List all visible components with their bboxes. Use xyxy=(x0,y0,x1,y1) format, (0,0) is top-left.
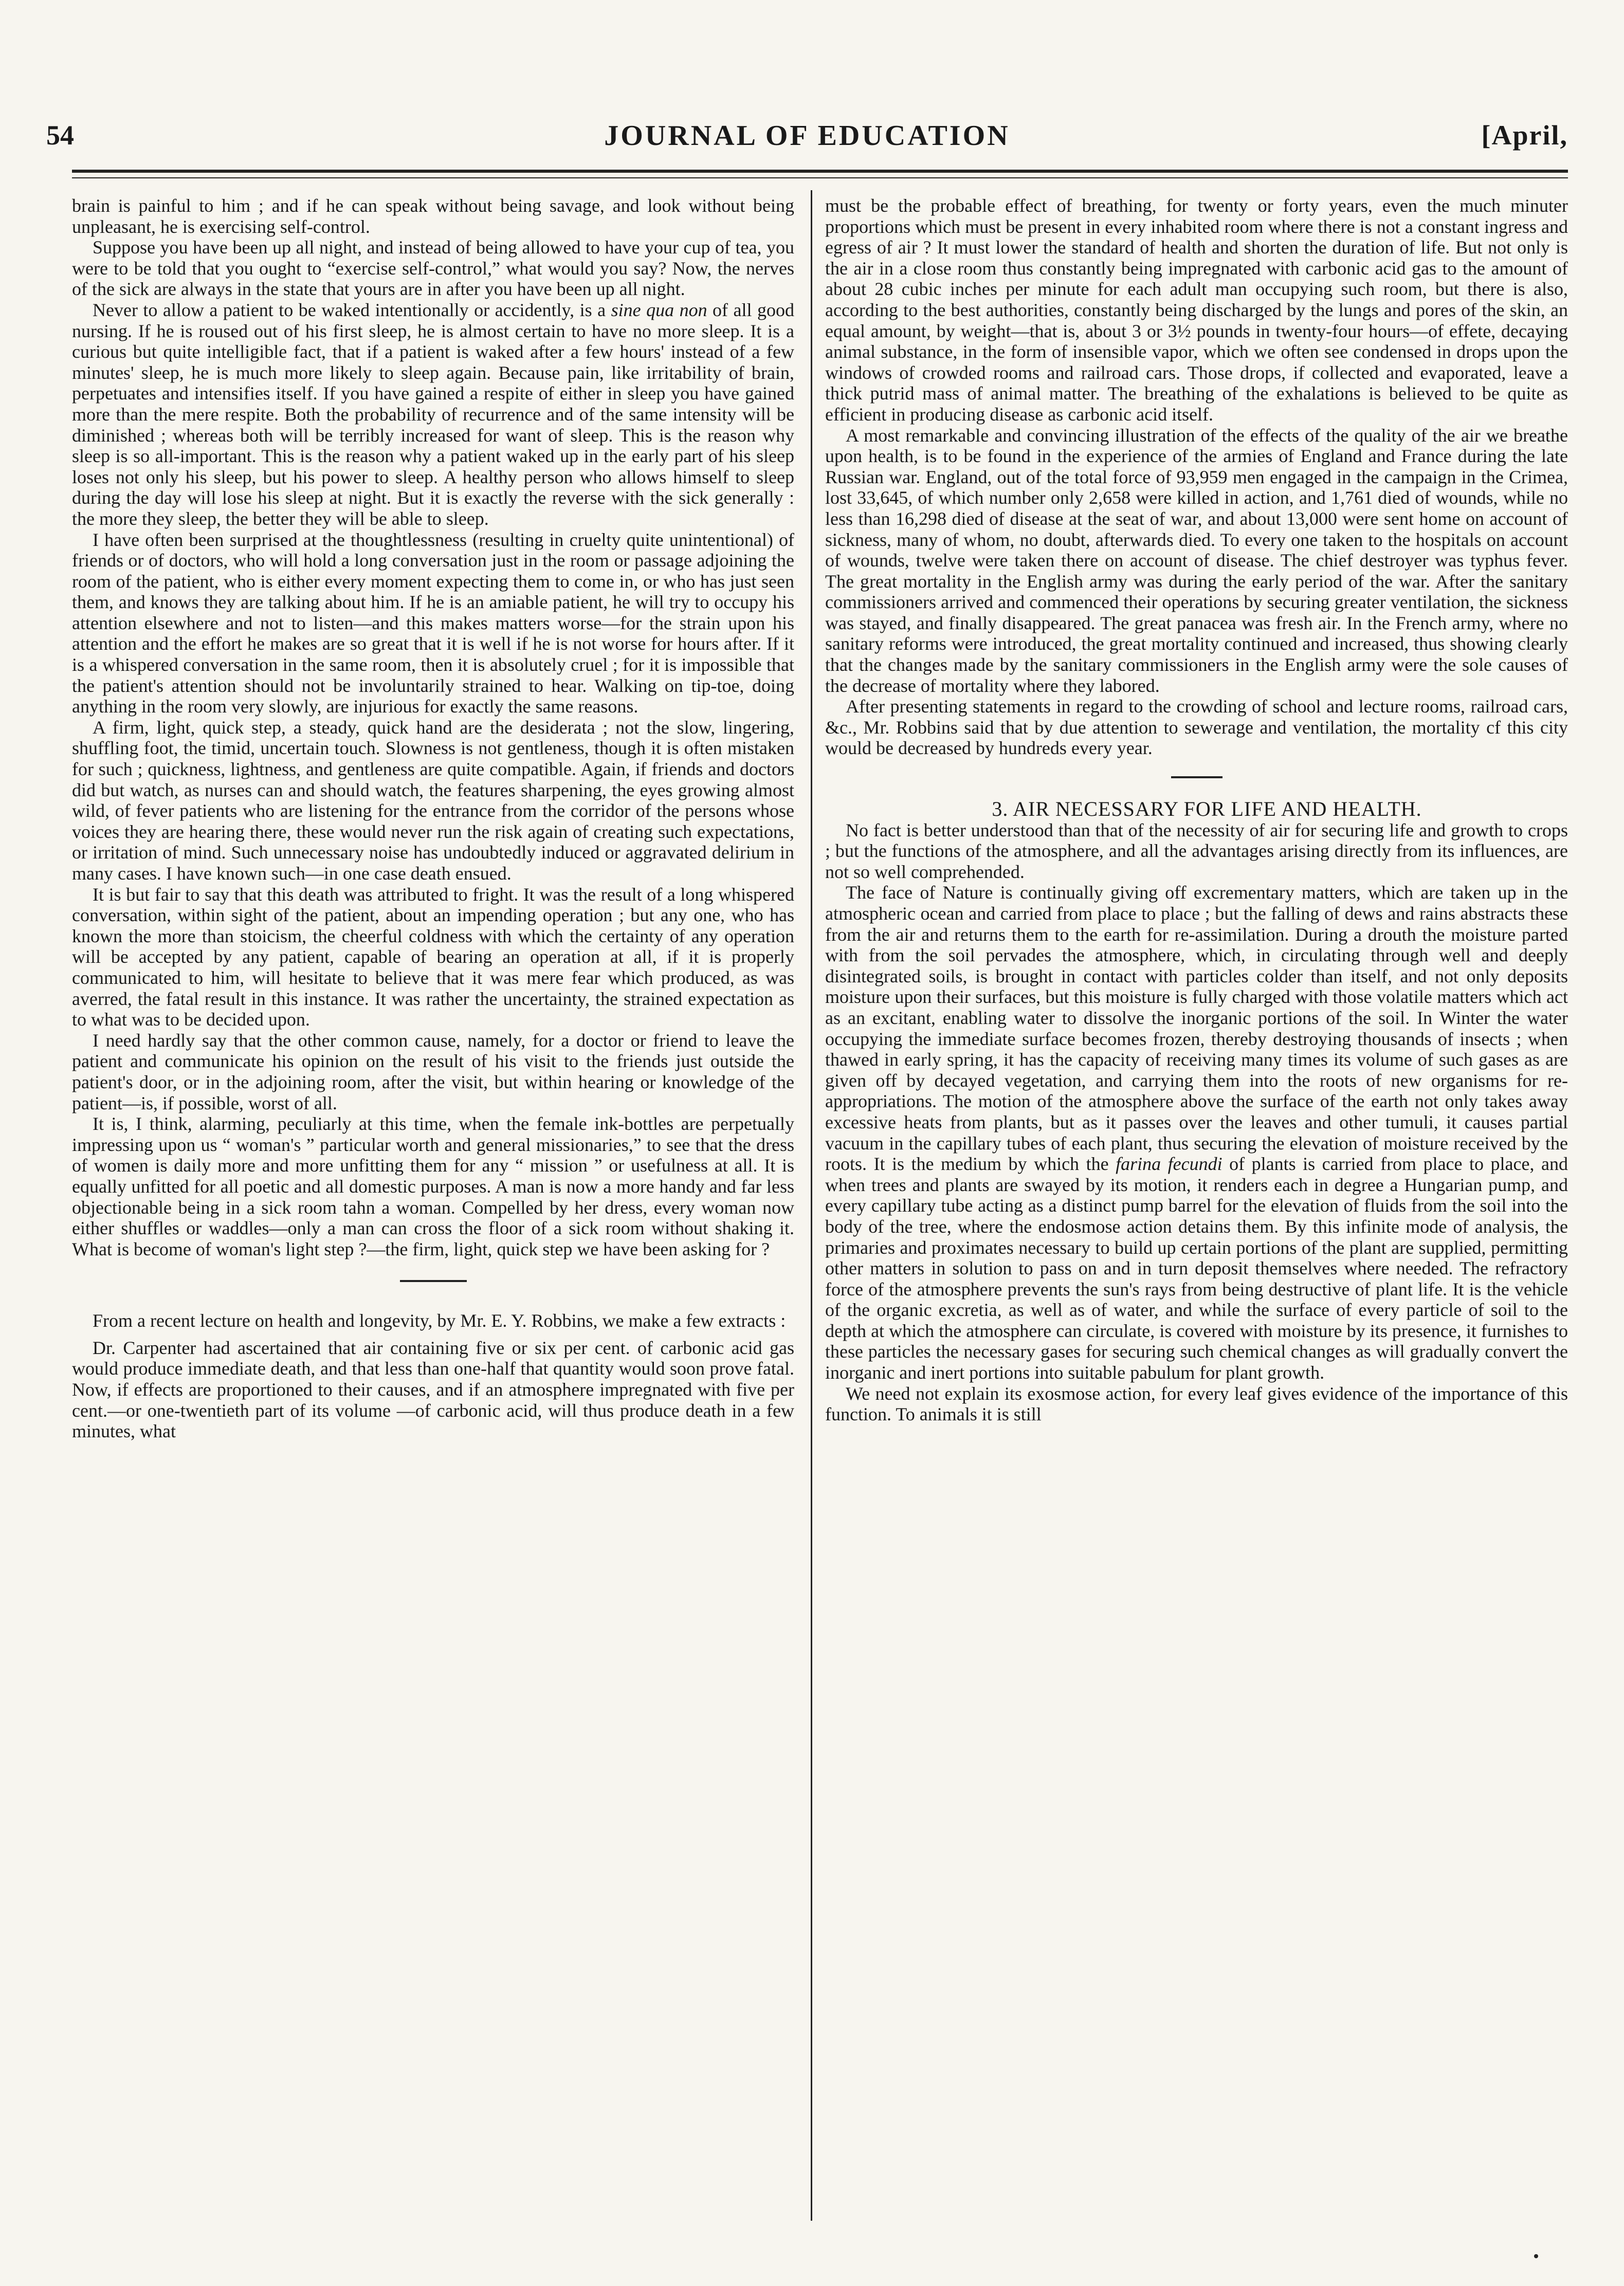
column-divider xyxy=(811,190,812,2221)
paragraph: I have often been surprised at the thoughtlessness (resulting in cruelty quite unintentional) of friends or of doctors, who will hold a long conversation just in the room or passage adjoining the room of the patient, who is either every moment expecting them to come in, or who has just seen them, and knows they are talking about him. If he is an amiable patient, he will try to occupy his attention elsewhere and not to listen—and this makes matters worse—for the strain upon his attention and the effort he makes are so great that it is well if he is not worse for hours after. If it is a whispered conversation in the same room, then it is absolutely cruel ; for it is impossible that the patient's attention should not be involuntarily strained to hear. Walking on tip-toe, doing anything in the room very slowly, are injurious for exactly the same reasons. xyxy=(72,529,794,717)
italic-phrase: sine qua non xyxy=(611,299,707,320)
paragraph: We need not explain its exosmose action, for every leaf gives evidence of the importance of this function. To animals it is still xyxy=(825,1383,1568,1425)
running-title: JOURNAL OF EDUCATION xyxy=(604,120,1010,152)
header-rule-thin xyxy=(72,177,1568,178)
page-number: 54 xyxy=(46,120,74,151)
italic-phrase: farina fecundi xyxy=(1116,1154,1222,1175)
print-mark xyxy=(1534,2254,1538,2258)
paragraph: Never to allow a patient to be waked intentionally or accidently, is a sine qua non of all good nursing. If he is roused out of his first sleep, he is almost certain to have no more sleep. It is a curious but quite intelligible fact, that if a patient is waked after a few hours' instead of a few minutes' sleep, he is much more likely to sleep again. Because pain, like irritability of brain, perpetuates and intensifies itself. If you have gained a respite of either in sleep you have gained more than the mere respite. Both the probability of recurrence and of the same intensity will be diminished ; whereas both will be terribly increased for want of sleep. This is the reason why sleep is so all-important. This is the reason why a patient waked up in the early part of his sleep loses not only his sleep, but his power to sleep. A healthy person who allows himself to sleep during the day will lose his sleep at night. But it is exactly the reverse with the sick generally : the more they sleep, the better they will be able to sleep. xyxy=(72,299,794,529)
section-separator xyxy=(1171,776,1222,778)
right-column xyxy=(825,195,1568,1425)
paragraph: Suppose you have been up all night, and instead of being allowed to have your cup of tea, you were to be told that you ought to “exercise self-control,” what would you say? Now, the nerves of the sick are always in the state that yours are in after you have been up all night. xyxy=(72,237,794,300)
paragraph: The face of Nature is continually giving off excrementary matters, which are taken up in the atmospheric ocean and carried from place to place ; but the falling of dews and rains abstracts these from the air and returns them to the earth for re-assimilation. During a drouth the moisture parted with from the soil pervades the atmosphere, which, in circulating through well and deeply disintegrated soils, is brought in contact with particles colder than itself, and not only deposits moisture upon their surfaces, but this moisture is fully charged with those volatile matters which act as an excitant, enabling water to dissolve the inorganic portions of the soil. In Winter the water occupying the immediate surface becomes frozen, thereby destroying thousands of insects ; when thawed in early spring, it has the capacity of receiving many times its volume of such gases as are given off by decayed vegetation, and carrying them into the roots of new organisms for re-appropriations. The motion of the atmosphere above the surface of the earth not only takes away excessive heats from plants, but as it passes over the leaves and other tumuli, it causes partial vacuum in the capillary tubes of each plant, thus securing the elevation of moisture received by the roots. It is the medium by which the farina fecundi of plants is carried from place to place, and when trees and plants are swayed by its motion, it renders each in degree a Hungarian pump, and every capillary tube acting as a distinct pump barrel for the elevation of fluids from the soil into the body of the tree, where the endosmose action detains them. By this infinite mode of analysis, the primaries and proximates necessary to build up certain portions of the plant are supplied, permitting other matters in solution to pass on and in turn deposit themselves where needed. The refractory force of the atmosphere prevents the sun's rays from being destructive of plant life. It is the vehicle of the organic excretia, as well as of water, and while the surface of every particle of soil to the depth at which the atmosphere can circulate, is covered with moisture by its presence, it furnishes to these particles the necessary gases for securing such chemical changes as will gradually convert the inorganic and inert portions into suitable pabulum for plant growth. xyxy=(825,882,1568,1383)
paragraph: Dr. Carpenter had ascertained that air containing five or six per cent. of carbonic acid gas would produce immediate death, and that less than one-half that quantity would soon prove fatal. Now, if effects are proportioned to their causes, and if an atmosphere impregnated with five per cent.—or one-twentieth part of its volume —of carbonic acid, will thus produce death in a few minutes, what xyxy=(72,1337,794,1442)
page-header xyxy=(46,119,1568,166)
section-heading: 3. AIR NECESSARY FOR LIFE AND HEALTH. xyxy=(992,797,1422,821)
paragraph: A firm, light, quick step, a steady, quick hand are the desiderata ; not the slow, lingering, shuffling foot, the timid, uncertain touch. Slowness is not gentleness, though it is often mistaken for such ; quickness, lightness, and gentleness are quite compatible. Again, if friends and doctors did but watch, as nurses can and should watch, the features sharpening, the eyes growing almost wild, of fever patients who are listening for the entrance from the corridor of the persons whose voices they are hearing there, these would never run the risk again of creating such expectations, or irritation of mind. Such unnecessary noise has undoubtedly induced or aggravated delirium in many cases. I have known such—in one case death ensued. xyxy=(72,717,794,884)
paragraph: After presenting statements in regard to the crowding of school and lecture rooms, railroad cars, &c., Mr. Robbins said that by due attention to sewerage and ventilation, the mortality cf this city would be decreased by hundreds every year. xyxy=(825,696,1568,759)
paragraph: It is but fair to say that this death was attributed to fright. It was the result of a long whispered conversation, within sight of the patient, about an impending operation ; but any one, who has known the more than stoicism, the cheerful coldness with which the certainty of any operation will be accepted by any patient, capable of bearing an operation at all, if it is properly communicated to him, will hesitate to believe that it was mere fear which produced, as was averred, the fatal result in this instance. It was rather the uncertainty, the strained expectation as to what was to be decided upon. xyxy=(72,884,794,1030)
header-rule-thick xyxy=(72,170,1568,173)
left-column xyxy=(72,195,794,1442)
paragraph: must be the probable effect of breathing, for twenty or forty years, even the much minuter proportions which must be present in every inhabited room where there is not a constant ingress and egress of air ? It must lower the standard of health and shorten the duration of life. But not only is the air in a close room thus constantly being impregnated with carbonic acid gas to the amount of about 28 cubic inches per minute for each adult man occupying such room, but there is also, according to the best authorities, constantly being discharged by the lungs and pores of the skin, an equal amount, by weight—that is, about 3 or 3½ pounds in twenty-four hours—of effete, decaying animal substance, in the form of insensible vapor, which we often see condensed in drops upon the windows of crowded rooms and railroad cars. Those drops, if collected and evaporated, leave a thick putrid mass of animal matter. The breathing of the exhalations is believed to be quite as efficient in producing disease as carbonic acid itself. xyxy=(825,195,1568,425)
paragraph: brain is painful to him ; and if he can speak without being savage, and look without being unpleasant, he is exercising self-control. xyxy=(72,195,794,237)
lecture-intro: From a recent lecture on health and longevity, by Mr. E. Y. Robbins, we make a few extracts : xyxy=(93,1310,786,1331)
section-separator xyxy=(400,1280,467,1282)
paragraph: It is, I think, alarming, peculiarly at this time, when the female ink-bottles are perpetually impressing upon us “ woman's ” particular worth and general missionaries,” to see that the dress of women is daily more and more unfitting them for any “ mission ” or usefulness at all. It is equally unfitted for all poetic and all domestic purposes. A man is now a more handy and far less objectionable being in a sick room tahn a woman. Compelled by her dress, every woman now either shuffles or waddles—only a man can cross the floor of a sick room without shaking it. What is become of woman's light step ?—the firm, light, quick step we have been asking for ? xyxy=(72,1113,794,1259)
paragraph: I need hardly say that the other common cause, namely, for a doctor or friend to leave the patient and communicate his opinion on the result of his visit to the friends just outside the patient's door, or in the adjoining room, after the visit, but within hearing or knowledge of the patient—is, if possible, worst of all. xyxy=(72,1030,794,1113)
paragraph: A most remarkable and convincing illustration of the effects of the quality of the air we breathe upon health, is to be found in the experience of the armies of England and France during the late Russian war. England, out of the total force of 93,959 men engaged in the campaign in the Crimea, lost 33,645, of which number only 2,658 were killed in action, and 1,761 died of wounds, while no less than 16,298 died of disease at the seat of war, and about 13,000 were sent home on account of sickness, many of whom, no doubt, afterwards died. To every one taken to the hospitals on account of wounds, twelve were taken there on account of disease. The chief destroyer was typhus fever. The great mortality in the English army was during the early period of the war. After the sanitary commissioners arrived and commenced their operations by securing greater ventilation, the sickness was stayed, and finally disappeared. The great panacea was fresh air. In the French army, where no sanitary reforms were introduced, the great mortality continued and increased, thus showing clearly that the changes made by the sanitary commissioners in the English army were the sole causes of the decrease of mortality where they labored. xyxy=(825,425,1568,696)
paragraph: No fact is better understood than that of the necessity of air for securing life and growth to crops ; but the functions of the atmosphere, and all the advantages arising directly from its influences, are not so well comprehended. xyxy=(825,819,1568,882)
header-month: [April, xyxy=(1481,120,1568,151)
